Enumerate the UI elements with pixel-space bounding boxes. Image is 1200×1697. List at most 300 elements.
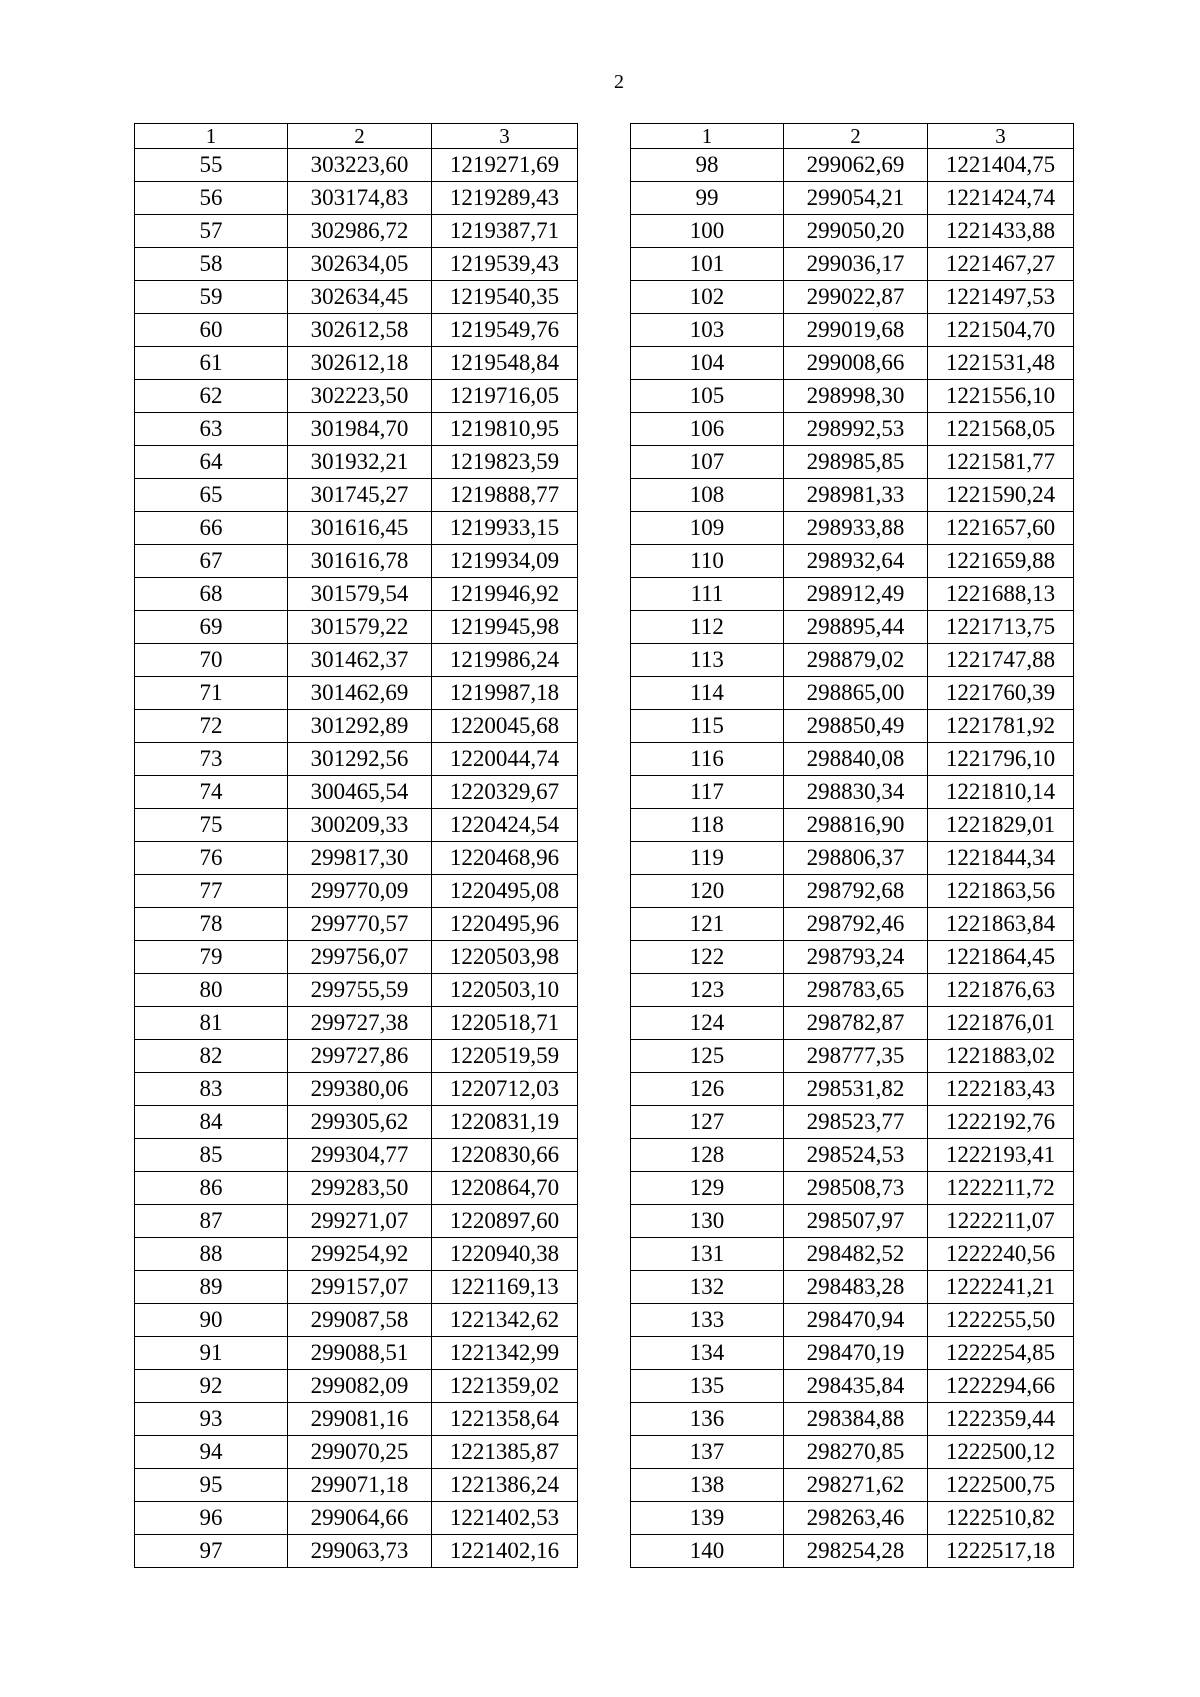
- cell-x-coordinate: 299817,30: [288, 842, 432, 875]
- cell-y-coordinate: 1220864,70: [432, 1172, 578, 1205]
- table-row: [135, 908, 578, 941]
- cell-point-number: 89: [135, 1271, 288, 1304]
- cell-point-number: 80: [135, 974, 288, 1007]
- cell-y-coordinate: 1219945,98: [432, 611, 578, 644]
- cell-y-coordinate: 1221713,75: [928, 611, 1074, 644]
- table-row: [631, 1139, 1074, 1172]
- cell-x-coordinate: 298933,88: [784, 512, 928, 545]
- cell-x-coordinate: 298879,02: [784, 644, 928, 677]
- table-row: [135, 578, 578, 611]
- cell-point-number: 60: [135, 314, 288, 347]
- table-row: [631, 1535, 1074, 1568]
- cell-x-coordinate: 301579,22: [288, 611, 432, 644]
- cell-y-coordinate: 1221747,88: [928, 644, 1074, 677]
- cell-y-coordinate: 1221829,01: [928, 809, 1074, 842]
- table-row: [631, 710, 1074, 743]
- table-row: [135, 1370, 578, 1403]
- cell-y-coordinate: 1219289,43: [432, 182, 578, 215]
- cell-y-coordinate: 1219548,84: [432, 347, 578, 380]
- table-row: [135, 1403, 578, 1436]
- cell-x-coordinate: 298816,90: [784, 809, 928, 842]
- table-row: [631, 743, 1074, 776]
- table-row: [135, 1073, 578, 1106]
- cell-point-number: 98: [631, 149, 784, 182]
- cell-y-coordinate: 1222211,72: [928, 1172, 1074, 1205]
- cell-x-coordinate: 299756,07: [288, 941, 432, 974]
- cell-point-number: 66: [135, 512, 288, 545]
- cell-y-coordinate: 1222183,43: [928, 1073, 1074, 1106]
- table-row: [135, 1172, 578, 1205]
- cell-y-coordinate: 1220468,96: [432, 842, 578, 875]
- cell-x-coordinate: 298507,97: [784, 1205, 928, 1238]
- cell-point-number: 57: [135, 215, 288, 248]
- cell-point-number: 107: [631, 446, 784, 479]
- cell-point-number: 113: [631, 644, 784, 677]
- table-row: [135, 1238, 578, 1271]
- cell-point-number: 132: [631, 1271, 784, 1304]
- cell-point-number: 131: [631, 1238, 784, 1271]
- cell-y-coordinate: 1220503,10: [432, 974, 578, 1007]
- table-row: [135, 1205, 578, 1238]
- cell-x-coordinate: 298782,87: [784, 1007, 928, 1040]
- cell-x-coordinate: 298270,85: [784, 1436, 928, 1469]
- cell-y-coordinate: 1220495,96: [432, 908, 578, 941]
- cell-y-coordinate: 1220045,68: [432, 710, 578, 743]
- cell-y-coordinate: 1222241,21: [928, 1271, 1074, 1304]
- cell-x-coordinate: 299081,16: [288, 1403, 432, 1436]
- cell-x-coordinate: 299088,51: [288, 1337, 432, 1370]
- cell-point-number: 138: [631, 1469, 784, 1502]
- page-number: 2: [614, 71, 624, 93]
- cell-y-coordinate: 1221688,13: [928, 578, 1074, 611]
- cell-point-number: 110: [631, 545, 784, 578]
- cell-x-coordinate: 301292,56: [288, 743, 432, 776]
- cell-point-number: 91: [135, 1337, 288, 1370]
- cell-y-coordinate: 1221359,02: [432, 1370, 578, 1403]
- cell-y-coordinate: 1221402,53: [432, 1502, 578, 1535]
- cell-point-number: 101: [631, 248, 784, 281]
- cell-y-coordinate: 1220940,38: [432, 1238, 578, 1271]
- cell-x-coordinate: 302223,50: [288, 380, 432, 413]
- table-row: [631, 1403, 1074, 1436]
- cell-point-number: 99: [631, 182, 784, 215]
- cell-point-number: 139: [631, 1502, 784, 1535]
- cell-x-coordinate: 299271,07: [288, 1205, 432, 1238]
- table-row: [135, 182, 578, 215]
- table-header-row: [631, 124, 1074, 149]
- cell-y-coordinate: 1219810,95: [432, 413, 578, 446]
- cell-y-coordinate: 1221497,53: [928, 281, 1074, 314]
- cell-point-number: 55: [135, 149, 288, 182]
- column-header-point-number: 1: [135, 124, 288, 149]
- cell-x-coordinate: 299070,25: [288, 1436, 432, 1469]
- cell-y-coordinate: 1220712,03: [432, 1073, 578, 1106]
- cell-y-coordinate: 1219716,05: [432, 380, 578, 413]
- cell-x-coordinate: 298524,53: [784, 1139, 928, 1172]
- cell-point-number: 117: [631, 776, 784, 809]
- cell-point-number: 79: [135, 941, 288, 974]
- cell-y-coordinate: 1220830,66: [432, 1139, 578, 1172]
- cell-point-number: 70: [135, 644, 288, 677]
- table-row: [135, 149, 578, 182]
- cell-y-coordinate: 1221531,48: [928, 347, 1074, 380]
- table-row: [135, 875, 578, 908]
- cell-x-coordinate: 299305,62: [288, 1106, 432, 1139]
- cell-point-number: 136: [631, 1403, 784, 1436]
- cell-point-number: 93: [135, 1403, 288, 1436]
- table-row: [631, 1106, 1074, 1139]
- cell-y-coordinate: 1221659,88: [928, 545, 1074, 578]
- table-row: [135, 446, 578, 479]
- cell-point-number: 64: [135, 446, 288, 479]
- table-row: [631, 1370, 1074, 1403]
- table-row: [631, 1337, 1074, 1370]
- table-row: [135, 1139, 578, 1172]
- cell-y-coordinate: 1221863,56: [928, 875, 1074, 908]
- cell-point-number: 125: [631, 1040, 784, 1073]
- cell-x-coordinate: 302986,72: [288, 215, 432, 248]
- cell-y-coordinate: 1220897,60: [432, 1205, 578, 1238]
- cell-point-number: 62: [135, 380, 288, 413]
- cell-point-number: 103: [631, 314, 784, 347]
- cell-point-number: 85: [135, 1139, 288, 1172]
- cell-point-number: 58: [135, 248, 288, 281]
- cell-x-coordinate: 299064,66: [288, 1502, 432, 1535]
- cell-y-coordinate: 1220329,67: [432, 776, 578, 809]
- table-row: [135, 248, 578, 281]
- table-row: [631, 314, 1074, 347]
- cell-x-coordinate: 298981,33: [784, 479, 928, 512]
- cell-point-number: 123: [631, 974, 784, 1007]
- cell-x-coordinate: 299082,09: [288, 1370, 432, 1403]
- cell-y-coordinate: 1219987,18: [432, 677, 578, 710]
- table-body: [135, 149, 578, 1568]
- table-row: [135, 644, 578, 677]
- table-row: [631, 248, 1074, 281]
- table-row: [631, 578, 1074, 611]
- cell-point-number: 133: [631, 1304, 784, 1337]
- cell-point-number: 59: [135, 281, 288, 314]
- cell-y-coordinate: 1222510,82: [928, 1502, 1074, 1535]
- cell-y-coordinate: 1221169,13: [432, 1271, 578, 1304]
- table-row: [631, 611, 1074, 644]
- cell-x-coordinate: 302634,05: [288, 248, 432, 281]
- cell-x-coordinate: 301462,37: [288, 644, 432, 677]
- cell-point-number: 87: [135, 1205, 288, 1238]
- cell-y-coordinate: 1220503,98: [432, 941, 578, 974]
- cell-x-coordinate: 298793,24: [784, 941, 928, 974]
- cell-y-coordinate: 1221876,63: [928, 974, 1074, 1007]
- cell-point-number: 127: [631, 1106, 784, 1139]
- cell-point-number: 105: [631, 380, 784, 413]
- cell-point-number: 114: [631, 677, 784, 710]
- cell-y-coordinate: 1222500,12: [928, 1436, 1074, 1469]
- cell-x-coordinate: 299022,87: [784, 281, 928, 314]
- cell-y-coordinate: 1222517,18: [928, 1535, 1074, 1568]
- cell-x-coordinate: 300465,54: [288, 776, 432, 809]
- cell-x-coordinate: 299304,77: [288, 1139, 432, 1172]
- cell-x-coordinate: 298263,46: [784, 1502, 928, 1535]
- cell-x-coordinate: 298792,68: [784, 875, 928, 908]
- cell-point-number: 119: [631, 842, 784, 875]
- table-row: [135, 842, 578, 875]
- cell-y-coordinate: 1221810,14: [928, 776, 1074, 809]
- cell-x-coordinate: 298985,85: [784, 446, 928, 479]
- table-row: [135, 776, 578, 809]
- cell-y-coordinate: 1220518,71: [432, 1007, 578, 1040]
- cell-point-number: 63: [135, 413, 288, 446]
- table-row: [135, 281, 578, 314]
- cell-y-coordinate: 1220495,08: [432, 875, 578, 908]
- table-row: [631, 347, 1074, 380]
- column-header-y: 3: [432, 124, 578, 149]
- cell-x-coordinate: 298865,00: [784, 677, 928, 710]
- cell-x-coordinate: 299087,58: [288, 1304, 432, 1337]
- cell-x-coordinate: 298483,28: [784, 1271, 928, 1304]
- table-row: [631, 875, 1074, 908]
- cell-x-coordinate: 298470,19: [784, 1337, 928, 1370]
- table-row: [631, 908, 1074, 941]
- coordinates-table-right: [630, 123, 1074, 1568]
- cell-point-number: 100: [631, 215, 784, 248]
- table-row: [631, 182, 1074, 215]
- table-row: [631, 1469, 1074, 1502]
- cell-x-coordinate: 301616,45: [288, 512, 432, 545]
- table-row: [135, 1271, 578, 1304]
- cell-point-number: 65: [135, 479, 288, 512]
- cell-x-coordinate: 298792,46: [784, 908, 928, 941]
- table-row: [631, 446, 1074, 479]
- cell-y-coordinate: 1221883,02: [928, 1040, 1074, 1073]
- cell-x-coordinate: 302612,18: [288, 347, 432, 380]
- table-row: [631, 644, 1074, 677]
- cell-x-coordinate: 298992,53: [784, 413, 928, 446]
- cell-x-coordinate: 299254,92: [288, 1238, 432, 1271]
- cell-point-number: 140: [631, 1535, 784, 1568]
- table-row: [631, 941, 1074, 974]
- cell-y-coordinate: 1219539,43: [432, 248, 578, 281]
- table-row: [135, 1040, 578, 1073]
- table-row: [135, 1535, 578, 1568]
- cell-point-number: 128: [631, 1139, 784, 1172]
- cell-point-number: 95: [135, 1469, 288, 1502]
- cell-point-number: 83: [135, 1073, 288, 1106]
- table-row: [631, 281, 1074, 314]
- cell-x-coordinate: 298271,62: [784, 1469, 928, 1502]
- cell-point-number: 92: [135, 1370, 288, 1403]
- table-row: [135, 809, 578, 842]
- cell-y-coordinate: 1220831,19: [432, 1106, 578, 1139]
- cell-y-coordinate: 1219933,15: [432, 512, 578, 545]
- cell-point-number: 67: [135, 545, 288, 578]
- cell-x-coordinate: 298806,37: [784, 842, 928, 875]
- cell-x-coordinate: 301984,70: [288, 413, 432, 446]
- table-row: [631, 1436, 1074, 1469]
- table-row: [631, 974, 1074, 1007]
- cell-point-number: 122: [631, 941, 784, 974]
- cell-x-coordinate: 298932,64: [784, 545, 928, 578]
- cell-y-coordinate: 1222500,75: [928, 1469, 1074, 1502]
- cell-x-coordinate: 301616,78: [288, 545, 432, 578]
- column-header-x: 2: [784, 124, 928, 149]
- cell-y-coordinate: 1221358,64: [432, 1403, 578, 1436]
- cell-y-coordinate: 1221581,77: [928, 446, 1074, 479]
- cell-x-coordinate: 299071,18: [288, 1469, 432, 1502]
- cell-point-number: 120: [631, 875, 784, 908]
- cell-y-coordinate: 1221760,39: [928, 677, 1074, 710]
- cell-y-coordinate: 1222240,56: [928, 1238, 1074, 1271]
- table-row: [135, 1007, 578, 1040]
- cell-point-number: 84: [135, 1106, 288, 1139]
- cell-y-coordinate: 1222255,50: [928, 1304, 1074, 1337]
- cell-y-coordinate: 1219271,69: [432, 149, 578, 182]
- cell-x-coordinate: 299050,20: [784, 215, 928, 248]
- table-row: [135, 380, 578, 413]
- cell-point-number: 108: [631, 479, 784, 512]
- cell-x-coordinate: 298482,52: [784, 1238, 928, 1271]
- cell-point-number: 78: [135, 908, 288, 941]
- cell-point-number: 112: [631, 611, 784, 644]
- cell-point-number: 135: [631, 1370, 784, 1403]
- cell-point-number: 102: [631, 281, 784, 314]
- cell-point-number: 86: [135, 1172, 288, 1205]
- cell-x-coordinate: 301292,89: [288, 710, 432, 743]
- column-header-y: 3: [928, 124, 1074, 149]
- cell-point-number: 88: [135, 1238, 288, 1271]
- table-row: [631, 1271, 1074, 1304]
- cell-x-coordinate: 298384,88: [784, 1403, 928, 1436]
- table-row: [135, 611, 578, 644]
- cell-y-coordinate: 1221657,60: [928, 512, 1074, 545]
- cell-x-coordinate: 299770,57: [288, 908, 432, 941]
- cell-point-number: 106: [631, 413, 784, 446]
- cell-point-number: 73: [135, 743, 288, 776]
- cell-x-coordinate: 298850,49: [784, 710, 928, 743]
- cell-y-coordinate: 1219934,09: [432, 545, 578, 578]
- table-row: [135, 1337, 578, 1370]
- table-row: [631, 380, 1074, 413]
- cell-y-coordinate: 1221781,92: [928, 710, 1074, 743]
- cell-x-coordinate: 302612,58: [288, 314, 432, 347]
- cell-point-number: 124: [631, 1007, 784, 1040]
- cell-y-coordinate: 1221386,24: [432, 1469, 578, 1502]
- cell-x-coordinate: 302634,45: [288, 281, 432, 314]
- cell-x-coordinate: 298777,35: [784, 1040, 928, 1073]
- cell-point-number: 61: [135, 347, 288, 380]
- cell-x-coordinate: 299054,21: [784, 182, 928, 215]
- cell-x-coordinate: 298435,84: [784, 1370, 928, 1403]
- cell-point-number: 116: [631, 743, 784, 776]
- cell-x-coordinate: 301579,54: [288, 578, 432, 611]
- cell-y-coordinate: 1219549,76: [432, 314, 578, 347]
- cell-y-coordinate: 1221568,05: [928, 413, 1074, 446]
- cell-y-coordinate: 1221844,34: [928, 842, 1074, 875]
- cell-x-coordinate: 299036,17: [784, 248, 928, 281]
- cell-x-coordinate: 299727,86: [288, 1040, 432, 1073]
- table-header-row: [135, 124, 578, 149]
- cell-point-number: 90: [135, 1304, 288, 1337]
- cell-point-number: 68: [135, 578, 288, 611]
- table-row: [631, 1502, 1074, 1535]
- cell-y-coordinate: 1221864,45: [928, 941, 1074, 974]
- table-row: [631, 413, 1074, 446]
- cell-y-coordinate: 1221424,74: [928, 182, 1074, 215]
- table-row: [135, 1436, 578, 1469]
- cell-point-number: 129: [631, 1172, 784, 1205]
- table-row: [631, 776, 1074, 809]
- table-row: [135, 347, 578, 380]
- table-row: [135, 941, 578, 974]
- cell-point-number: 96: [135, 1502, 288, 1535]
- cell-point-number: 72: [135, 710, 288, 743]
- cell-point-number: 137: [631, 1436, 784, 1469]
- cell-point-number: 94: [135, 1436, 288, 1469]
- column-header-x: 2: [288, 124, 432, 149]
- cell-y-coordinate: 1221863,84: [928, 908, 1074, 941]
- cell-point-number: 74: [135, 776, 288, 809]
- table-row: [135, 479, 578, 512]
- cell-x-coordinate: 298895,44: [784, 611, 928, 644]
- cell-point-number: 111: [631, 578, 784, 611]
- cell-x-coordinate: 303174,83: [288, 182, 432, 215]
- cell-y-coordinate: 1222359,44: [928, 1403, 1074, 1436]
- cell-point-number: 118: [631, 809, 784, 842]
- table-row: [631, 809, 1074, 842]
- table-row: [631, 1304, 1074, 1337]
- cell-x-coordinate: 298470,94: [784, 1304, 928, 1337]
- table-row: [135, 1469, 578, 1502]
- cell-y-coordinate: 1221504,70: [928, 314, 1074, 347]
- cell-x-coordinate: 298830,34: [784, 776, 928, 809]
- cell-y-coordinate: 1221556,10: [928, 380, 1074, 413]
- cell-y-coordinate: 1221342,62: [432, 1304, 578, 1337]
- cell-point-number: 130: [631, 1205, 784, 1238]
- cell-y-coordinate: 1222211,07: [928, 1205, 1074, 1238]
- cell-point-number: 75: [135, 809, 288, 842]
- cell-y-coordinate: 1222254,85: [928, 1337, 1074, 1370]
- cell-y-coordinate: 1221433,88: [928, 215, 1074, 248]
- cell-point-number: 69: [135, 611, 288, 644]
- cell-x-coordinate: 301462,69: [288, 677, 432, 710]
- cell-point-number: 109: [631, 512, 784, 545]
- table-row: [631, 677, 1074, 710]
- cell-x-coordinate: 298531,82: [784, 1073, 928, 1106]
- cell-x-coordinate: 301745,27: [288, 479, 432, 512]
- table-row: [631, 545, 1074, 578]
- table-row: [135, 545, 578, 578]
- cell-y-coordinate: 1220519,59: [432, 1040, 578, 1073]
- cell-x-coordinate: 303223,60: [288, 149, 432, 182]
- table-row: [135, 1106, 578, 1139]
- cell-y-coordinate: 1219986,24: [432, 644, 578, 677]
- table-row: [631, 1073, 1074, 1106]
- cell-y-coordinate: 1219946,92: [432, 578, 578, 611]
- cell-y-coordinate: 1221402,16: [432, 1535, 578, 1568]
- cell-point-number: 115: [631, 710, 784, 743]
- cell-x-coordinate: 299062,69: [784, 149, 928, 182]
- table-row: [631, 1172, 1074, 1205]
- table-row: [631, 215, 1074, 248]
- table-body: [631, 149, 1074, 1568]
- cell-point-number: 104: [631, 347, 784, 380]
- table-row: [135, 710, 578, 743]
- table-row: [135, 743, 578, 776]
- cell-x-coordinate: 298998,30: [784, 380, 928, 413]
- cell-y-coordinate: 1221342,99: [432, 1337, 578, 1370]
- cell-x-coordinate: 299755,59: [288, 974, 432, 1007]
- cell-x-coordinate: 299770,09: [288, 875, 432, 908]
- cell-x-coordinate: 299380,06: [288, 1073, 432, 1106]
